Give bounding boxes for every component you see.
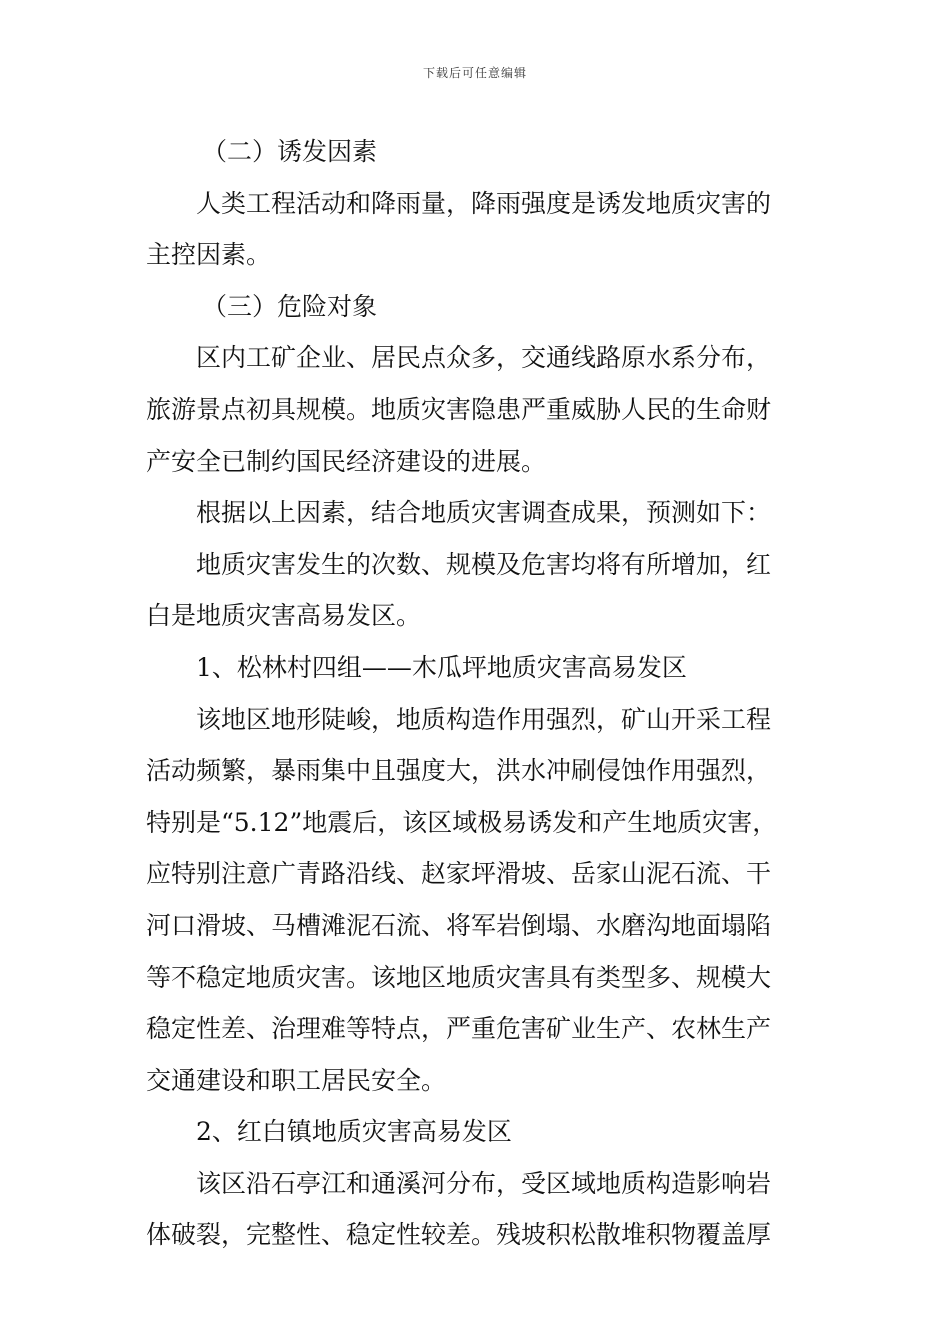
text-line: 稳定性差、治理难等特点，严重危害矿业生产、农林生产 — [146, 1014, 772, 1044]
text-line: 应特别注意广青路沿线、赵家坪滑坡、岳家山泥石流、干 — [146, 859, 772, 889]
text-line: 人类工程活动和降雨量，降雨强度是诱发地质灾害的 — [196, 188, 772, 218]
text-line: 1、松林村四组——木瓜坪地质灾害高易发区 — [196, 652, 687, 682]
text-line: 该区沿石亭江和通溪河分布，受区域地质构造影响岩 — [196, 1168, 772, 1198]
document-body — [146, 126, 810, 1261]
text-line: 主控因素。 — [146, 240, 272, 270]
text-line: 白是地质灾害高易发区。 — [146, 601, 422, 631]
text-line: 旅游景点初具规模。地质灾害隐患严重威胁人民的生命财 — [146, 394, 772, 424]
text-line: （二）诱发因素 — [202, 137, 378, 166]
text-line: 区内工矿企业、居民点众多，交通线路原水系分布， — [196, 343, 772, 373]
text-line: 活动频繁，暴雨集中且强度大，洪水冲刷侵蚀作用强烈， — [146, 756, 772, 786]
text-line: 根据以上因素，结合地质灾害调查成果，预测如下： — [196, 498, 772, 528]
text-line: 2、红白镇地质灾害高易发区 — [196, 1117, 512, 1147]
text-line: 地质灾害发生的次数、规模及危害均将有所增加，红 — [196, 549, 772, 579]
text-line: （三）危险对象 — [202, 291, 378, 321]
text-line: 特别是“5.12”地震后，该区域极易诱发和产生地质灾害， — [146, 807, 778, 837]
text-line: 体破裂，完整性、稳定性较差。残坡积松散堆积物覆盖厚 — [146, 1220, 772, 1250]
text-line: 等不稳定地质灾害。该地区地质灾害具有类型多、规模大 — [146, 962, 772, 992]
page-header: 下载后可任意编辑 — [422, 66, 527, 80]
text-line: 该地区地形陡峻，地质构造作用强烈，矿山开采工程 — [196, 704, 772, 734]
text-line: 河口滑坡、马槽滩泥石流、将军岩倒塌、水磨沟地面塌陷 — [146, 910, 772, 940]
text-line: 交通建设和职工居民安全。 — [146, 1065, 447, 1095]
text-line: 产安全已制约国民经济建设的进展。 — [146, 446, 547, 476]
